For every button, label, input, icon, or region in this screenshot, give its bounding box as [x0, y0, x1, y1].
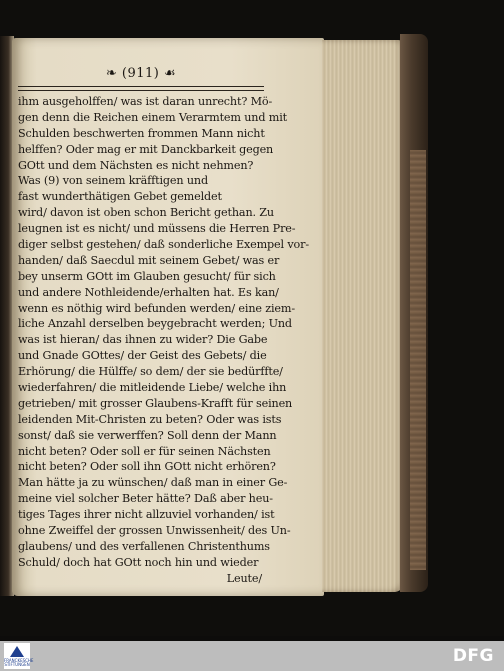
- page-number: (911): [121, 66, 160, 81]
- ornament-left-icon: ❧: [105, 66, 118, 81]
- text-line: getrieben/ mit grosser Glaubens-Krafft für seinen: [18, 396, 293, 410]
- page-header: [18, 64, 264, 84]
- text-line: und andere Nothleidende/erhalten hat. Es kan/: [18, 285, 279, 299]
- text-line: ohne Zweiffel der grossen Unwissenheit/ des Un-: [18, 524, 291, 538]
- text-line: nicht beten? Oder soll ihn GOtt nicht erhören?: [18, 460, 276, 474]
- text-line: tiges Tages ihrer nicht allzuviel vorhanden/ ist: [18, 508, 275, 522]
- text-line: Schulden beschwerten frommen Mann nicht: [18, 126, 265, 140]
- text-line: leugnen ist es nicht/ und müssens die Herren Pre-: [18, 222, 296, 236]
- text-line: was ist hieran/ das ihnen zu wider? Die Gabe: [18, 333, 268, 347]
- text-line: leidenden Mit-Christen zu beten? Oder was ists: [18, 412, 282, 426]
- text-line: fast wunderthätigen Gebet gemeldet: [18, 190, 222, 204]
- page-text-block: [18, 64, 309, 587]
- text-line: nicht beten? Oder soll er für seinen Nächsten: [18, 444, 271, 458]
- text-line: helffen? Oder mag er mit Danckbarkeit gegen: [18, 142, 274, 156]
- catchword: Leute/: [226, 571, 262, 585]
- text-line: wird/ davon ist oben schon Bericht gethan. Zu: [18, 206, 274, 220]
- text-line: gen denn die Reichen einem Verarmtem und mit: [18, 110, 288, 124]
- text-line: Schuld/ doch hat GOtt noch hin und wieder: [18, 555, 259, 569]
- text-line: bey unserm GOtt im Glauben gesucht/ für sich: [18, 269, 276, 283]
- institution-logo[interactable]: [4, 643, 34, 669]
- text-line: wiederfahren/ die mitleidende Liebe/ welche ihn: [18, 381, 287, 395]
- text-line: handen/ daß Saecdul mit seinem Gebet/ was er: [18, 253, 280, 267]
- text-line: glaubens/ und des verfallenen Christenthums: [18, 539, 270, 553]
- text-line: sonst/ daß sie verwerffen? Soll denn der Mann: [18, 428, 277, 442]
- text-lines: [18, 94, 309, 571]
- cover-texture: [410, 150, 426, 570]
- text-line: Was (9) von seinem kräfftigen und: [18, 174, 208, 188]
- text-line: wenn es nöthig wird befunden werden/ eine ziem-: [18, 301, 295, 315]
- header-rule: [18, 86, 264, 91]
- text-line: und Gnade GOttes/ der Geist des Gebets/ die: [18, 349, 267, 363]
- text-line: liche Anzahl derselben beygebracht werden; Und: [18, 317, 292, 331]
- page-stack-edges: [322, 40, 404, 592]
- text-line: Man hätte ja zu wünschen/ daß man in einer Ge-: [18, 476, 288, 490]
- logo-label: FRANCKESCHE STIFTUNGEN: [4, 658, 34, 667]
- text-line: meine viel solcher Beter hätte? Daß aber heu-: [18, 492, 273, 506]
- text-line: Erhörung/ die Hülffe/ so dem/ der sie bedürffte/: [18, 365, 283, 379]
- dfg-logo[interactable]: DFG: [452, 646, 494, 666]
- text-line: ihm ausgeholffen/ was ist daran unrecht? Mö-: [18, 95, 273, 108]
- viewer-footer-bar: [0, 641, 504, 671]
- text-line: GOtt und dem Nächsten es nicht nehmen?: [18, 158, 254, 172]
- ornament-right-icon: ☙: [164, 66, 177, 81]
- logo-icon: [10, 646, 24, 657]
- text-line: diger selbst gestehen/ daß sonderliche Exempel vor-: [18, 238, 309, 252]
